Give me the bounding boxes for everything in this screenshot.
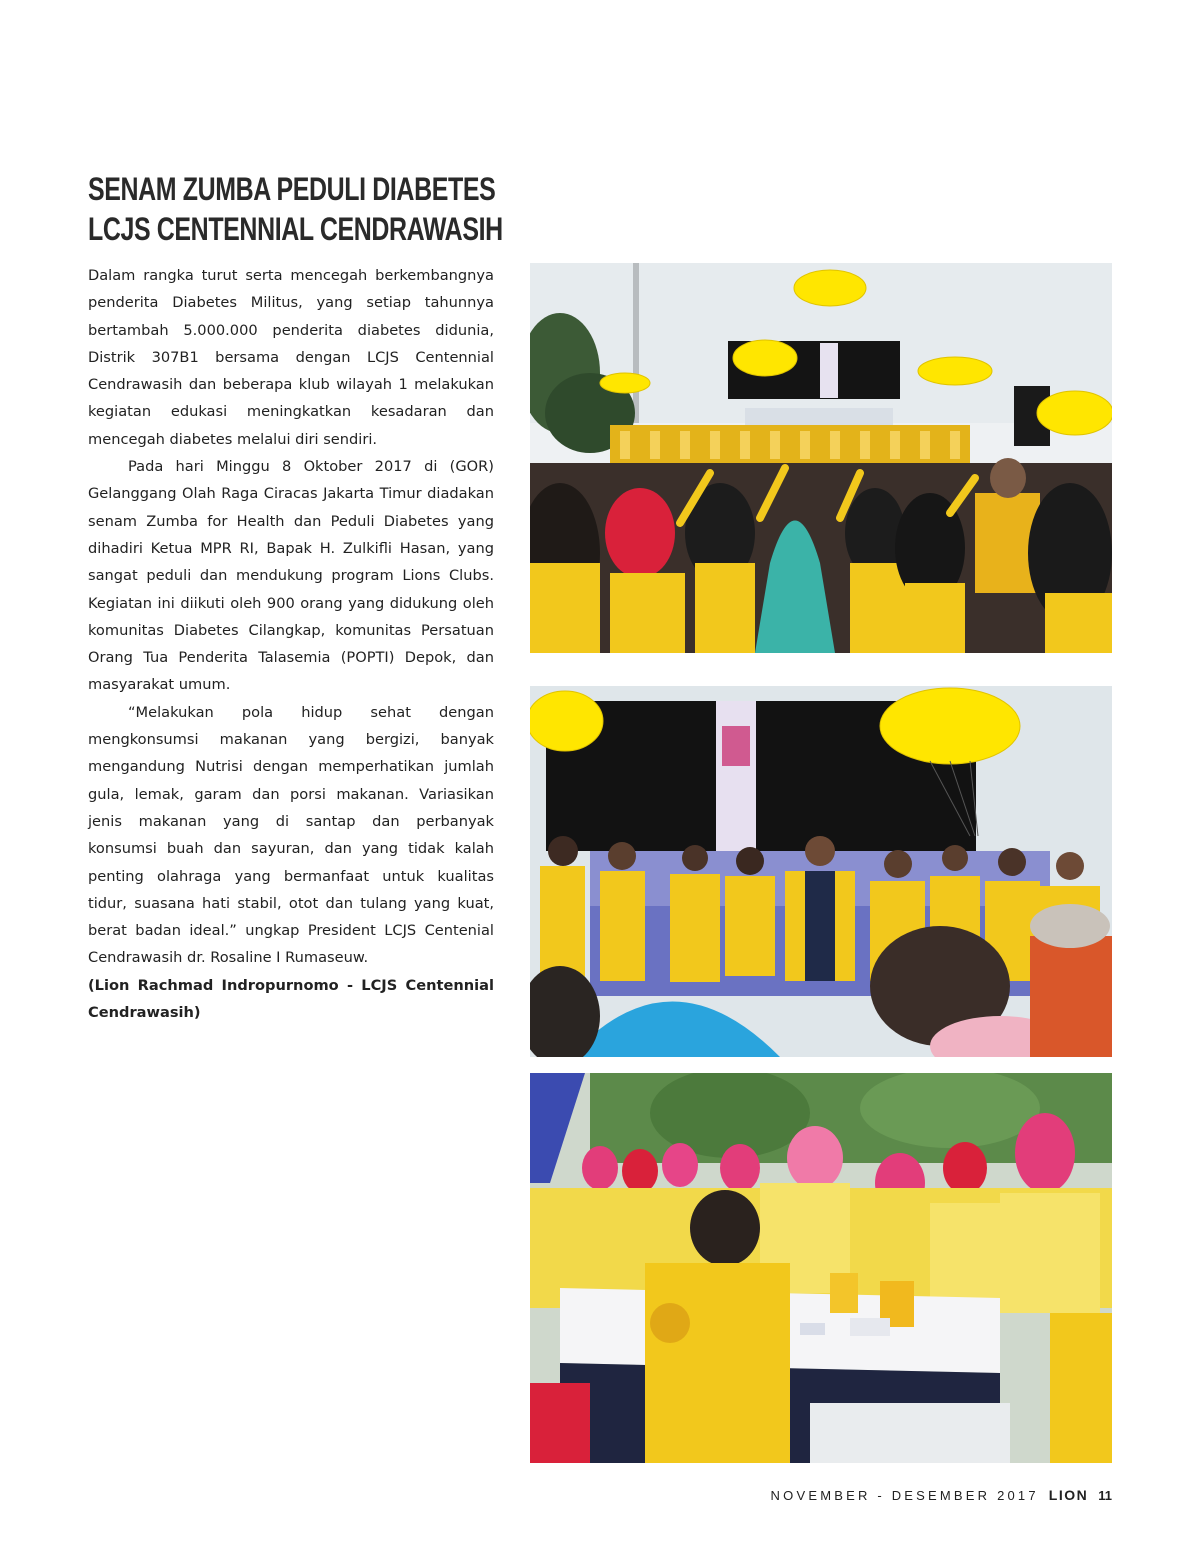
article-title bbox=[88, 169, 503, 249]
article-body bbox=[88, 262, 494, 1026]
paragraph-event: Pada hari Minggu 8 Oktober 2017 di (GOR) Gelanggang Olah Raga Ciracas Jakarta Timur diadakan senam Zumba for Health dan Peduli Diabetes yang dihadiri Ketua MPR RI, Bapak H. Zulkifli Hasan, yang sangat peduli dan mendukung program Lions Clubs. Kegiatan ini diikuti oleh 900 orang yang didukung oleh komunitas Diabetes Cilangkap, komunitas Persatuan Orang Tua Penderita Talasemia (POPTI) Depok, dan masyarakat umum. bbox=[88, 458, 494, 694]
paragraph-intro: Dalam rangka turut serta mencegah berkembangnya penderita Diabetes Militus, yang setiap tahunnya bertambah 5.000.000 penderita diabetes didunia, Distrik 307B1 bersama dengan LCJS Centennial Cendrawasih dan beberapa klub wilayah 1 melakukan kegiatan edukasi meningkatkan kesadaran dan mencegah diabetes melalui diri sendiri. bbox=[88, 267, 494, 448]
page-number: 11 bbox=[1098, 1488, 1112, 1503]
photo-zumba-crowd bbox=[530, 263, 1112, 653]
author-credit: (Lion Rachmad Indropurnomo - LCJS Centennial Cendrawasih) bbox=[88, 976, 494, 1022]
page-footer bbox=[771, 1487, 1112, 1509]
issue-date: NOVEMBER - DESEMBER 2017 bbox=[770, 1488, 1039, 1503]
magazine-name: LION bbox=[1048, 1487, 1089, 1503]
photo-officials-stage bbox=[530, 686, 1112, 1057]
article-title-line-2: LCJS CENTENNIAL CENDRAWASIH bbox=[88, 211, 503, 248]
article-title-line-1: SENAM ZUMBA PEDULI DIABETES bbox=[88, 171, 496, 208]
paragraph-quote: “Melakukan pola hidup sehat dengan mengkonsumsi makanan yang bergizi, banyak mengandung Nutrisi dengan memperhatikan jumlah gula, lemak, garam dan porsi makanan. Variasikan jenis makanan yang di santap dan perbanyak konsumsi buah dan sayuran, dan yang tidak kalah penting olahraga yang bermanfaat untuk kualitas tidur, suasana hati stabil, otot dan tulang yang kuat, berat badan ideal.” ungkap President LCJS Centenial Cendrawasih dr. Rosaline I Rumaseuw. bbox=[88, 703, 494, 967]
photo-health-check bbox=[530, 1073, 1112, 1463]
